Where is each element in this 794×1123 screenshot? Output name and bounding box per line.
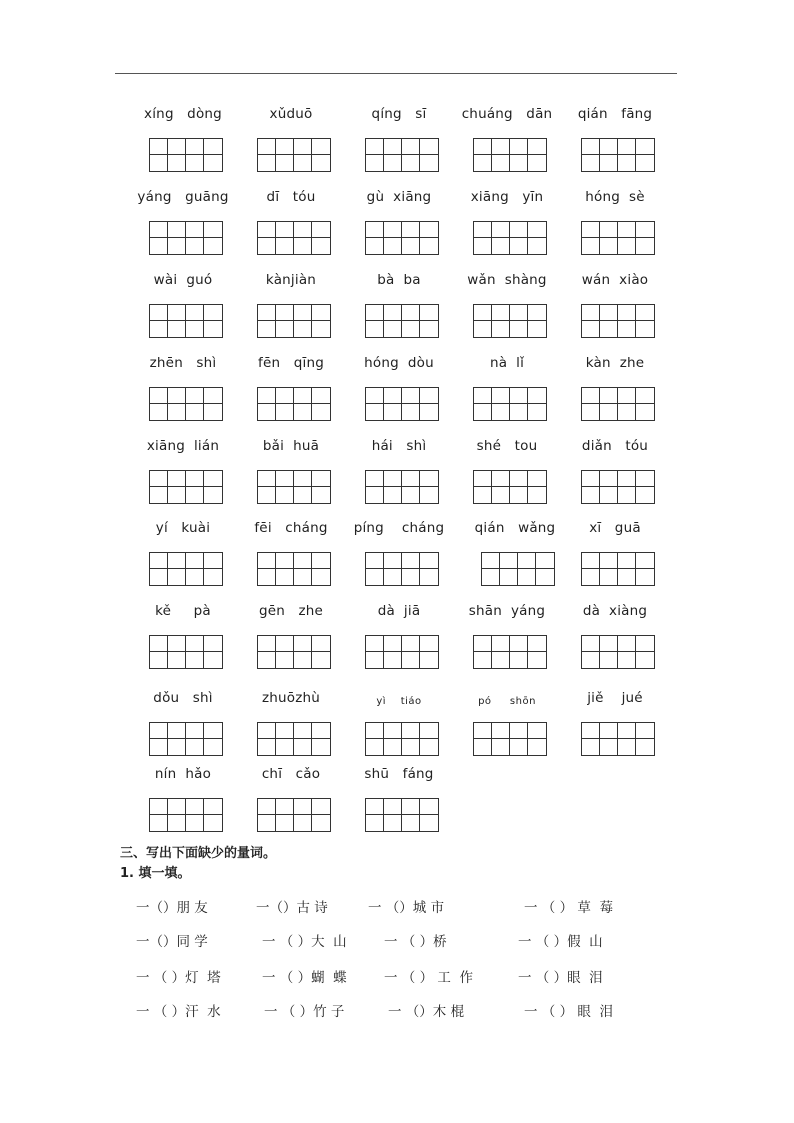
writing-grid-box[interactable] [149,552,223,586]
pinyin-item [339,189,459,279]
pinyin-item [555,438,675,528]
pinyin-item [123,189,243,279]
pinyin-item [123,438,243,528]
pinyin-label: hóng sè [585,189,645,205]
pinyin-item [231,355,351,445]
pinyin-item [555,690,675,780]
pinyin-item [231,520,351,610]
pinyin-item [231,189,351,279]
pinyin-label: píng cháng [353,520,445,536]
writing-grid-box[interactable] [581,387,655,421]
sub-title: 1. 填一填。 [120,866,191,881]
writing-grid-box[interactable] [257,552,331,586]
pinyin-label: diǎn tóu [581,438,649,454]
writing-grid-box[interactable] [365,552,439,586]
pinyin-label: fēn qīng [258,355,324,371]
measure-word-item: 一（）古 诗 [256,900,328,916]
pinyin-label: zhēn shì [149,355,217,371]
pinyin-item [123,355,243,445]
writing-grid-box[interactable] [365,387,439,421]
pinyin-label: yáng guāng [137,189,229,205]
writing-grid-box[interactable] [257,387,331,421]
pinyin-label: shān yáng [468,603,546,619]
pinyin-label: hái shì [371,438,427,454]
pinyin-item [123,520,243,610]
writing-grid-box[interactable] [581,221,655,255]
pinyin-label: gù xiāng [366,189,432,205]
measure-word-item: 一 （ ）桥 [384,934,447,950]
pinyin-label: wǎn shàng [467,272,547,288]
pinyin-item [339,272,459,362]
writing-grid-box[interactable] [257,221,331,255]
writing-grid-box[interactable] [257,470,331,504]
writing-grid-box[interactable] [257,635,331,669]
pinyin-label: jiě jué [587,690,643,706]
writing-grid-box[interactable] [365,798,439,832]
pinyin-label: nà lǐ [489,355,525,371]
writing-grid-box[interactable] [365,138,439,172]
writing-grid-box[interactable] [581,304,655,338]
writing-grid-box[interactable] [473,138,547,172]
pinyin-item [339,520,459,610]
pinyin-label: fēi cháng [254,520,328,536]
pinyin-label: chī cǎo [261,766,321,782]
pinyin-item [339,766,459,856]
pinyin-item [123,272,243,362]
pinyin-label: dà xiàng [582,603,648,619]
measure-word-item: 一 （ ） 眼 泪 [524,1004,613,1020]
pinyin-label: yí kuài [155,520,211,536]
pinyin-label: dī tóu [266,189,316,205]
pinyin-item [447,690,567,780]
writing-grid-box[interactable] [581,470,655,504]
writing-grid-box[interactable] [365,722,439,756]
pinyin-item [123,106,243,196]
writing-grid-box[interactable] [365,470,439,504]
pinyin-label: xǔduō [269,106,313,122]
pinyin-item [447,189,567,279]
pinyin-item [555,272,675,362]
pinyin-item [231,106,351,196]
writing-grid-box[interactable] [149,138,223,172]
measure-word-item: 一 （ ）汗 水 [136,1004,221,1020]
pinyin-label: shé tou [476,438,538,454]
writing-grid-box[interactable] [581,552,655,586]
measure-word-item: 一 （ ） 草 莓 [524,900,613,916]
writing-grid-box[interactable] [257,722,331,756]
pinyin-item [339,603,459,693]
writing-grid-box[interactable] [473,387,547,421]
writing-grid-box[interactable] [581,722,655,756]
writing-grid-box[interactable] [149,798,223,832]
pinyin-label: qián fāng [577,106,653,122]
writing-grid-box[interactable] [257,138,331,172]
writing-grid-box[interactable] [473,635,547,669]
writing-grid-box[interactable] [473,304,547,338]
pinyin-label: bà ba [377,272,421,288]
pinyin-item [555,106,675,196]
pinyin-label: shū fáng [364,766,434,782]
pinyin-label: xiāng yīn [470,189,544,205]
writing-grid-box[interactable] [257,798,331,832]
pinyin-item [339,438,459,528]
pinyin-item [231,603,351,693]
pinyin-label: kànjiàn [265,272,317,288]
writing-grid-box[interactable] [473,221,547,255]
section-title: 三、写出下面缺少的量词。 [120,846,277,861]
pinyin-label: yì tiáo [376,696,422,707]
pinyin-item [231,272,351,362]
writing-grid-box[interactable] [149,635,223,669]
measure-word-item: 一 （）城 市 [368,900,445,916]
measure-word-item: 一 （ ）假 山 [518,934,603,950]
pinyin-label: chuáng dān [461,106,553,122]
writing-grid-box[interactable] [473,470,547,504]
measure-word-item: 一（）朋 友 [136,900,208,916]
pinyin-item [339,106,459,196]
pinyin-item [555,520,675,610]
writing-grid-box[interactable] [365,304,439,338]
pinyin-item [555,189,675,279]
pinyin-item [231,438,351,528]
writing-grid-box[interactable] [365,221,439,255]
writing-grid-box[interactable] [149,221,223,255]
pinyin-label: kě pà [155,603,211,619]
measure-word-item: 一 （ ） 工 作 [384,970,473,986]
pinyin-item [123,603,243,693]
measure-word-item: 一 （ ）灯 塔 [136,970,221,986]
pinyin-label: qíng sī [371,106,427,122]
pinyin-label: zhuōzhù [261,690,321,706]
pinyin-label: bǎi huā [262,438,320,454]
pinyin-label: nín hǎo [154,766,212,782]
pinyin-label: qián wǎng [474,520,556,536]
pinyin-label: xiāng lián [146,438,220,454]
writing-grid-box[interactable] [149,470,223,504]
writing-grid-box[interactable] [149,387,223,421]
pinyin-label: gēn zhe [258,603,324,619]
pinyin-item [339,355,459,445]
writing-grid-box[interactable] [581,635,655,669]
measure-word-item: 一（）同 学 [136,934,208,950]
writing-grid-box[interactable] [581,138,655,172]
writing-grid-box[interactable] [365,635,439,669]
measure-word-item: 一 （ ）蝴 蝶 [262,970,347,986]
pinyin-item [555,355,675,445]
pinyin-item [555,603,675,693]
writing-grid-box[interactable] [473,722,547,756]
pinyin-item [447,355,567,445]
writing-grid-box[interactable] [149,304,223,338]
pinyin-label: dǒu shì [153,690,213,706]
pinyin-item [447,272,567,362]
pinyin-label: xíng dòng [144,106,222,122]
writing-grid-box[interactable] [481,552,555,586]
measure-word-item: 一 （）木 棍 [388,1004,465,1020]
pinyin-item [447,603,567,693]
pinyin-label: xī guā [589,520,641,536]
pinyin-label: kàn zhe [585,355,645,371]
measure-word-item: 一 （ ）眼 泪 [518,970,603,986]
pinyin-label: pó shōn [478,696,536,707]
writing-grid-box[interactable] [149,722,223,756]
pinyin-label: hóng dòu [364,355,434,371]
pinyin-item [447,106,567,196]
measure-word-item: 一 （ ）竹 子 [264,1004,345,1020]
pinyin-label: dà jiā [377,603,421,619]
writing-grid-box[interactable] [257,304,331,338]
pinyin-item [447,438,567,528]
pinyin-label: wán xiào [581,272,649,288]
pinyin-label: wài guó [153,272,213,288]
measure-word-item: 一 （ ）大 山 [262,934,347,950]
